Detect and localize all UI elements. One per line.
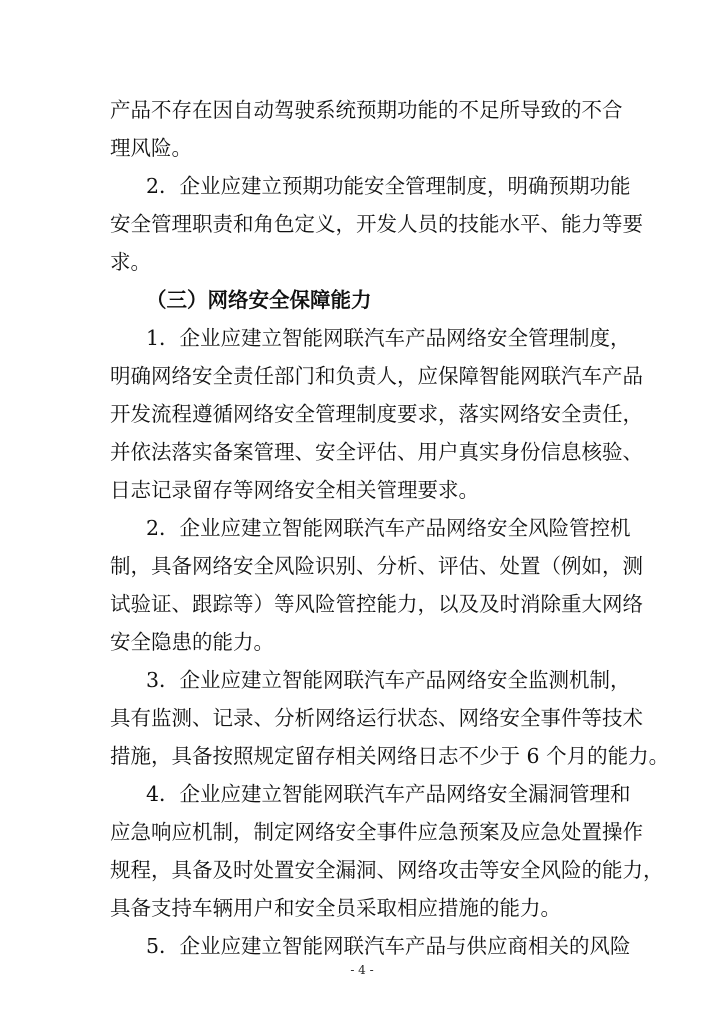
- section-heading: （三）网络安全保障能力: [146, 288, 372, 312]
- body-text-line: 安全管理职责和角色定义，开发人员的技能水平、能力等要: [110, 212, 643, 236]
- body-text-line: 2．企业应建立预期功能安全管理制度，明确预期功能: [146, 174, 631, 198]
- body-text-line: 理风险。: [110, 136, 192, 160]
- body-text-line: 日志记录留存等网络安全相关管理要求。: [110, 478, 479, 502]
- body-text-line: 并依法落实备案管理、安全评估、用户真实身份信息核验、: [110, 440, 643, 464]
- body-text-line: 措施，具备按照规定留存相关网络日志不少于 6 个月的能力。: [110, 744, 670, 768]
- body-text-line: 试验证、跟踪等）等风险管控能力，以及及时消除重大网络: [110, 592, 643, 616]
- page-number: - 4 -: [350, 963, 374, 977]
- body-text-line: 规程，具备及时处置安全漏洞、网络攻击等安全风险的能力，: [110, 858, 664, 882]
- body-text-line: 具有监测、记录、分析网络运行状态、网络安全事件等技术: [110, 706, 643, 730]
- body-text-line: 5．企业应建立智能网联汽车产品与供应商相关的风险: [146, 934, 631, 958]
- body-text-line: 应急响应机制，制定网络安全事件应急预案及应急处置操作: [110, 820, 643, 844]
- body-text-line: 3．企业应建立智能网联汽车产品网络安全监测机制，: [146, 668, 631, 692]
- body-text-line: 明确网络安全责任部门和负责人，应保障智能网联汽车产品: [110, 364, 643, 388]
- body-text-line: 开发流程遵循网络安全管理制度要求，落实网络安全责任，: [110, 402, 643, 426]
- body-text-line: 安全隐患的能力。: [110, 630, 274, 654]
- body-text-line: 制，具备网络安全风险识别、分析、评估、处置（例如，测: [110, 554, 643, 578]
- body-text-line: 1．企业应建立智能网联汽车产品网络安全管理制度，: [146, 326, 631, 350]
- body-text-line: 产品不存在因自动驾驶系统预期功能的不足所导致的不合: [110, 98, 623, 122]
- body-text-line: 具备支持车辆用户和安全员采取相应措施的能力。: [110, 896, 561, 920]
- body-text-line: 2．企业应建立智能网联汽车产品网络安全风险管控机: [146, 516, 631, 540]
- body-text-line: 4．企业应建立智能网联汽车产品网络安全漏洞管理和: [146, 782, 631, 806]
- body-text-line: 求。: [110, 250, 151, 274]
